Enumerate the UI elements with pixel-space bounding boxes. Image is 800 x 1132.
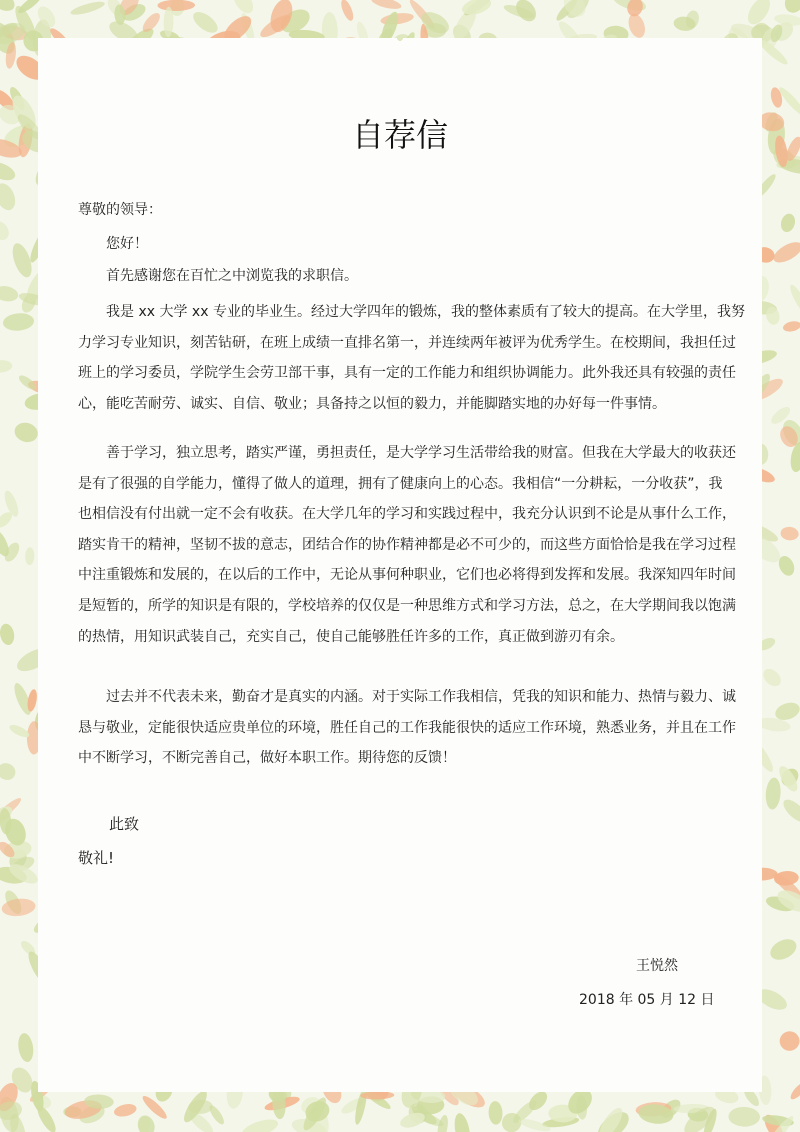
signature: 王悦然 (636, 958, 678, 974)
leaf-icon (452, 1112, 472, 1132)
paragraph-line: 是有了很强的自学能力，懂得了做人的道理，拥有了健康向上的心态。我相信“一分耕耘，一分收获”，我 (78, 475, 723, 492)
leaf-icon (773, 870, 799, 886)
leaf-icon (0, 0, 18, 15)
leaf-icon (370, 0, 402, 11)
leaf-icon (25, 547, 35, 565)
paragraph-line: 的热情，用知识武装自己，充实自己，使自己能够胜任许多的工作，真正做到游刃有余。 (78, 628, 624, 645)
leaf-icon (0, 623, 16, 647)
closing-cizhi: 此致 (109, 815, 140, 833)
paragraph-line: 心，能吃苦耐劳、诚实、自信、敬业；具备持之以恒的毅力，并能脚踏实地的办好每一件事情。 (78, 395, 666, 412)
paragraph-line: 过去并不代表未来，勤奋才是真实的内涵。对于实际工作我相信，凭我的知识和能力、热情与毅力、诚 (106, 689, 736, 705)
leaf-icon (190, 8, 221, 37)
paragraph-line: 是短暂的，所学的知识是有限的，学校培养的仅仅是一种思维方式和学习方法，总之，在大学期间我以饱满 (78, 598, 736, 614)
leaf-icon (0, 284, 19, 303)
leaf-icon (2, 312, 35, 332)
leaf-icon (207, 1103, 226, 1126)
salutation: 尊敬的领导： (78, 202, 162, 218)
leaf-icon (787, 283, 800, 317)
leaf-icon (788, 1080, 800, 1102)
leaf-icon (760, 666, 784, 690)
leaf-icon (0, 218, 12, 244)
leaf-icon (0, 760, 18, 783)
leaf-icon (782, 0, 800, 16)
paragraph-line: 中注重锻炼和发展的，在以后的工作中，无论从事何种职业，它们也必将得到发挥和发展。我深知四年时间 (78, 567, 736, 584)
leaf-icon (240, 1116, 280, 1132)
leaf-icon (626, 12, 648, 40)
page-title: 自荐信 (351, 116, 448, 154)
paragraph-line: 善于学习，独立思考，踏实严谨，勇担责任，是大学学习生活带给我的财富。但我在大学最大的收获还 (106, 445, 736, 461)
leaf-icon (0, 180, 19, 213)
paragraph-line: 我是 xx 大学 xx 专业的毕业生。经过大学四年的锻炼，我的整体素质有了较大的提高。在大学里，我努 (106, 304, 745, 320)
paragraph-line: 力学习专业知识，刻苦钻研，在班上成绩一直排名第一，并连续两年被评为优秀学生。在校期间，我担任过 (78, 334, 736, 351)
leaf-icon (767, 935, 800, 964)
closing-jingli: 敬礼! (78, 849, 115, 867)
leaf-icon (0, 158, 18, 183)
greeting: 您好！ (106, 236, 148, 252)
leaf-icon (779, 212, 797, 234)
paragraph-line: 班上的学习委员，学院学生会劳卫部干事，具有一定的工作能力和组织协调能力。此外我还具有较强的责任 (78, 365, 736, 382)
leaf-icon (16, 1032, 35, 1063)
leaf-icon (770, 238, 800, 266)
leaf-icon (780, 526, 799, 541)
leaf-icon (778, 1030, 800, 1053)
leaf-icon (0, 359, 13, 373)
paragraph-line: 踏实肯干的精神，坚韧不拔的意志，团结合作的协作精神都是必不可少的，而这些方面恰恰是我在学习过程 (78, 536, 736, 553)
leaf-icon (782, 320, 800, 334)
paragraph-line: 首先感谢您在百忙之中浏览我的求职信。 (106, 268, 358, 284)
leaf-icon (135, 1113, 157, 1132)
paragraph-line: 也相信没有付出就一定不会有收获。在大学几年的学习和实践过程中，我充分认识到不论是从事什么工作， (78, 506, 736, 523)
date: 2018 年 05 月 12 日 (579, 992, 715, 1008)
leaf-icon (488, 1101, 503, 1125)
leaf-icon (339, 0, 356, 22)
leaf-icon (113, 1102, 138, 1118)
paragraph-line: 恳与敬业，定能很快适应贵单位的环境，胜任自己的工作我能很快的适应工作环境，熟悉业务，并且在工作 (78, 719, 736, 736)
leaf-icon (765, 777, 782, 810)
leaf-icon (69, 0, 106, 17)
paragraph-line: 中不断学习，不断完善自己，做好本职工作。期待您的反馈！ (78, 750, 456, 767)
leaf-icon (728, 1107, 760, 1127)
leaf-icon (12, 420, 40, 445)
leaf-icon (780, 796, 800, 826)
leaf-icon (157, 0, 195, 11)
